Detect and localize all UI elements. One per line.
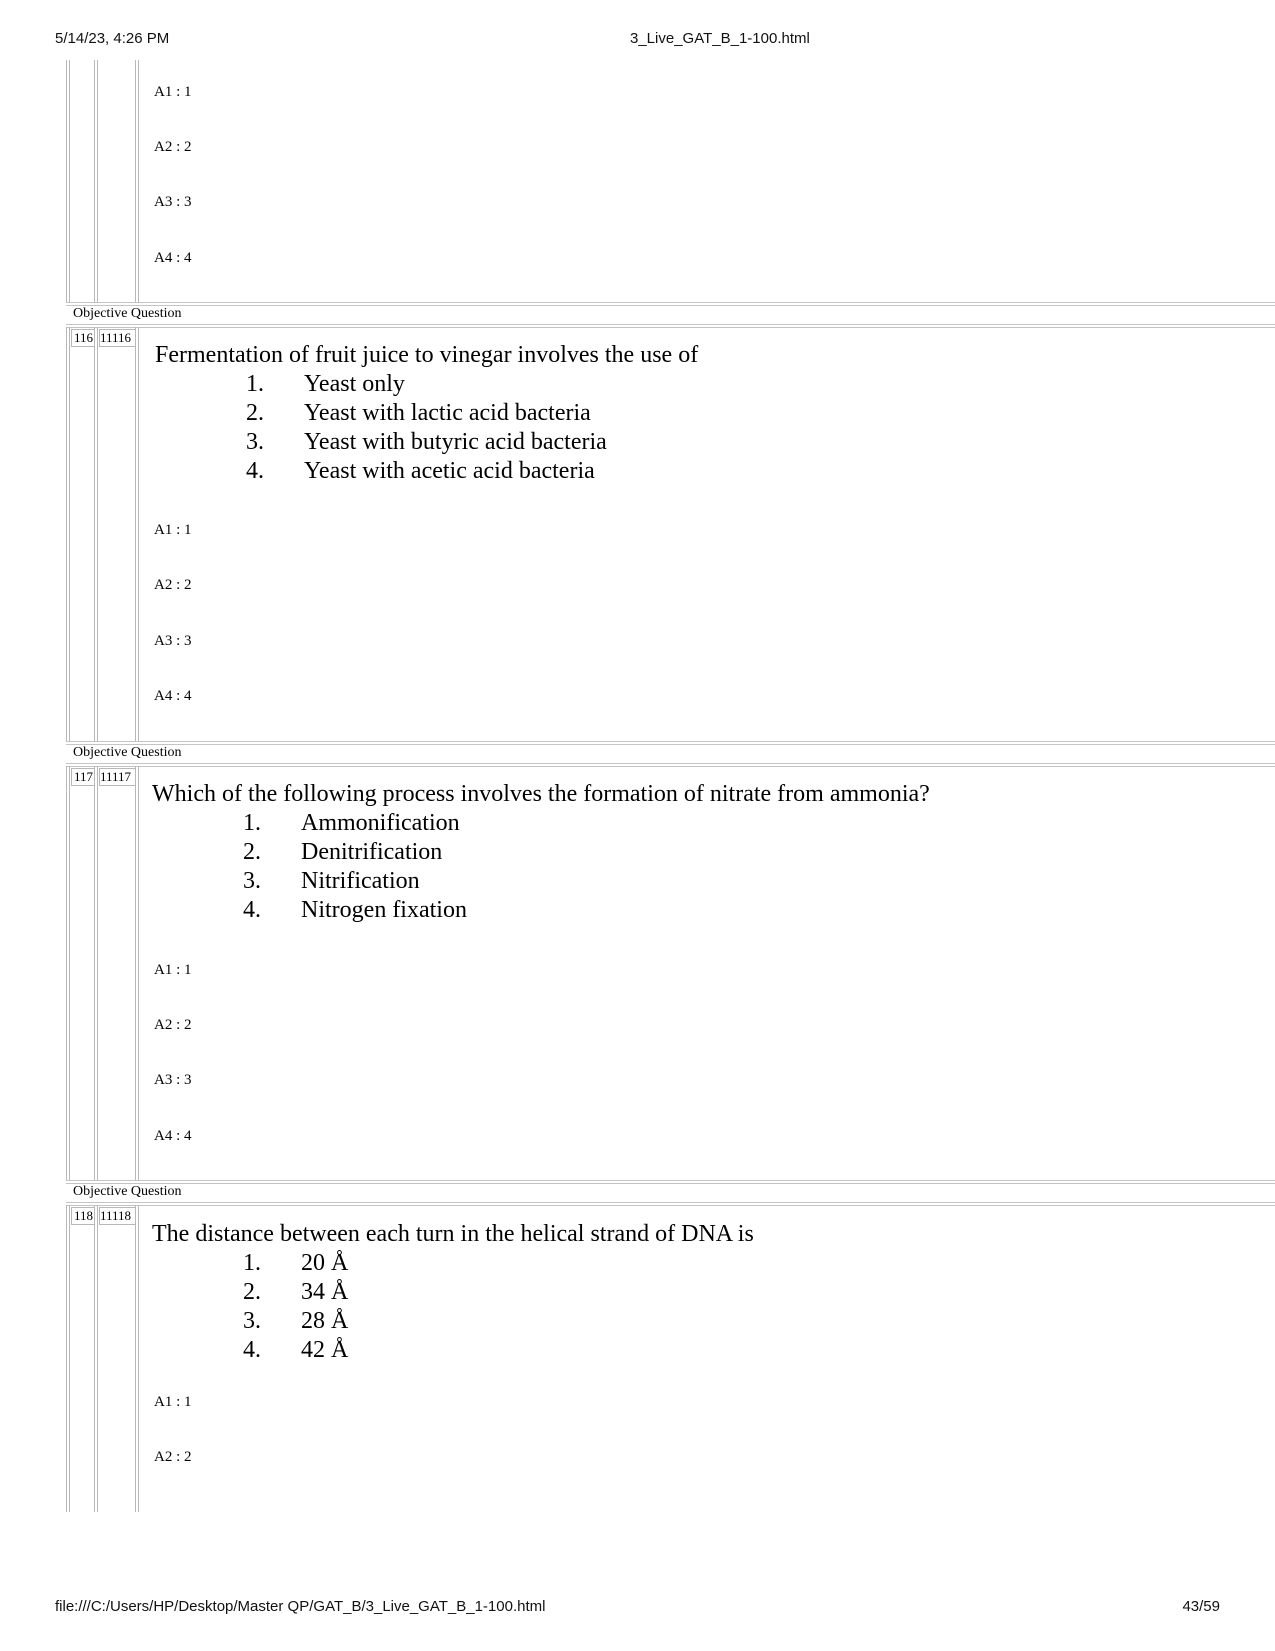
option-text: Yeast only: [304, 371, 405, 397]
option-number: 3.: [243, 1308, 261, 1334]
option-number: 2.: [246, 400, 264, 426]
print-title: 3_Live_GAT_B_1-100.html: [630, 30, 810, 47]
question-id: 11116: [100, 330, 132, 345]
answer-option: A2 : 2: [154, 1449, 192, 1465]
option-text: Yeast with butyric acid bacteria: [304, 429, 607, 455]
section-label: Objective Question: [73, 1184, 182, 1199]
answer-option: A3 : 3: [154, 1072, 192, 1088]
question-text: Which of the following process involves the formation of nitrate from ammonia?: [152, 781, 930, 807]
option-number: 1.: [246, 371, 264, 397]
answer-option: A2 : 2: [154, 139, 192, 155]
option-number: 3.: [243, 868, 261, 894]
question-number: 118: [74, 1208, 94, 1223]
answer-option: A3 : 3: [154, 194, 192, 210]
print-page-number: 43/59: [1182, 1598, 1220, 1615]
option-text: Denitrification: [301, 839, 443, 865]
option-number: 4.: [243, 1337, 261, 1363]
answer-option: A1 : 1: [154, 1394, 192, 1410]
question-text: Fermentation of fruit juice to vinegar involves the use of: [155, 342, 699, 368]
option-text: Nitrogen fixation: [301, 897, 467, 923]
option-text: 20 Å: [301, 1250, 349, 1276]
option-text: 28 Å: [301, 1308, 349, 1334]
option-text: Nitrification: [301, 868, 420, 894]
answer-option: A2 : 2: [154, 577, 192, 593]
section-label: Objective Question: [73, 745, 182, 760]
option-text: 34 Å: [301, 1279, 349, 1305]
answer-option: A2 : 2: [154, 1017, 192, 1033]
question-number: 117: [74, 769, 94, 784]
option-text: Ammonification: [301, 810, 460, 836]
option-number: 1.: [243, 810, 261, 836]
answer-option: A3 : 3: [154, 633, 192, 649]
option-number: 1.: [243, 1250, 261, 1276]
option-text: 42 Å: [301, 1337, 349, 1363]
answer-option: A4 : 4: [154, 688, 192, 704]
option-number: 3.: [246, 429, 264, 455]
question-id: 11118: [100, 1208, 132, 1223]
answer-option: A4 : 4: [154, 250, 192, 266]
option-number: 2.: [243, 839, 261, 865]
option-number: 4.: [243, 897, 261, 923]
answer-option: A1 : 1: [154, 522, 192, 538]
option-number: 4.: [246, 458, 264, 484]
question-text: The distance between each turn in the helical strand of DNA is: [152, 1221, 754, 1247]
print-datetime: 5/14/23, 4:26 PM: [55, 30, 170, 47]
option-text: Yeast with lactic acid bacteria: [304, 400, 591, 426]
print-file-path: file:///C:/Users/HP/Desktop/Master QP/GAT_B/3_Live_GAT_B_1-100.html: [55, 1598, 546, 1615]
section-label: Objective Question: [73, 306, 182, 321]
answer-option: A1 : 1: [154, 84, 192, 100]
answer-option: A4 : 4: [154, 1128, 192, 1144]
question-id: 11117: [100, 769, 132, 784]
option-number: 2.: [243, 1279, 261, 1305]
option-text: Yeast with acetic acid bacteria: [304, 458, 595, 484]
answer-option: A1 : 1: [154, 962, 192, 978]
question-number: 116: [74, 330, 94, 345]
